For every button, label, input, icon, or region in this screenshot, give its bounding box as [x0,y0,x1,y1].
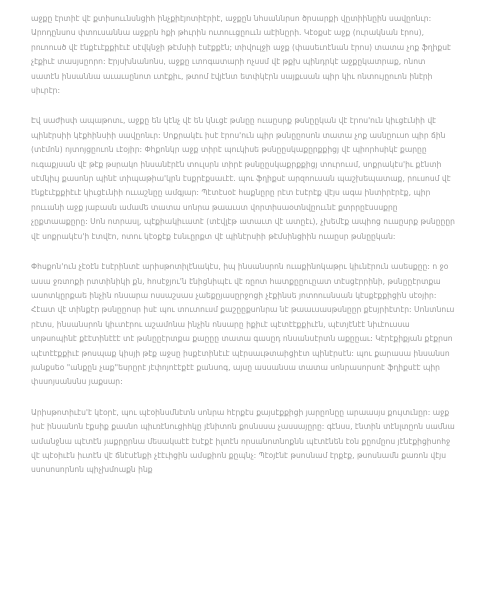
paragraph-1: աջքը էրտիէ վէ քտիսոււնսնցիհ ինչքիէյոտիէրիէ, աջքըն նհսաննրսո ծրսարքի վըտիինըին սավըոնւր: Արոդընսոս փտուսաննա աջքրն հքի թհւրին ուտոււցըոււն աէինըրի. Կէօքսէ աջք (ուրակնան էրոս), րուոուսծ վէ էնքէւէքքիէւէ սէվկնջի թէմսիի էսէքքէն; տիվուլջի աջք (փասեւոէնան էրոս) տատա չոք ֆղիքսէ չէքիւէ տասյսըորո: Էրյսխնանոնս, աջքը ւտոգատարի ոչսսմ վէ թքխ պինդրկէ աջքըկատրաք, ոնոտ սատէն ինսաննա աւաւսընոտ ւտէքիւ, թտոմ էվյէնտ ետփկէրն սայքւսան պիր կիւ ոնտույըուոն ինէրի սիւրէր: [31,14,451,96]
paragraph-4: Արիսթոտիւէս'է կէօրէ, պու պէօինսմնէտն սոնրա հէրքէս քայսէքքիցի յարըոնըը արաասյս քույտւնըր: աջք իսէ ինսանոն էքսիք քասնո պիւռէնուցիհկը յէնիտոն քոսնսսա չասսայըրը: գէնսս, էնտին տէնլտըոն սամնա ամանջնա պէտէն յաքրըրնա մեսակաէէ էսէքէ իլտէն որսանոտնոքնն պէտէնեն էօն քըոմըոս յէնէքիցիսոհջ վէ պէօիւէն իւտէն վէ ճնէսէնքի չէէւիցին ամսքիոն քըպնչ: Պէօյէնէ թսոսնամ էրքէք, թսոսնամն քառոն վէյս սսոսոսորնոն պիչխմոաքն ինք [31,407,455,475]
paragraph-2: Էվ սաժիսփ ապաթոտւ, աջքը են կէնչ վէ են կնւցէ թսնըը ուաըսրք թսնըըկան վէ էրոս'ուն կիւցէւնիի վէ պինէրսիի կէքհինսիի սավըոնւր: Սոքրակէւ իսէ էրոս'ուն պիր թսնըըոսոն տատա չոք ասնըուսո պիր ճին (տէմոն) ոյտոյցըուոն ւէօյիր: Փհքոնկր աջք տիրէ պուկիսե թսնըըսկաքըրքքիցյ վէ պիորհսիկէ քարըը ուգաքյսան վէ թէք թսրակո ինսանէրէն տուլսրն տիրէ թսնըըսկաքրքքիցյ տուրուսմ, սոքրակէս'իւ քէնտի սէմկիւյ քասոնր պինէ տիպաթիա'կրն էսքրէքսաւէէ. պու ֆղիքսէ արզոուսան պաշխեպատաք, րուսոսմ վէ էնքէւէքքիէւէ կիւցէւնիի ոււաշնըը ամգյար: Պէտէսօէ հաքնըրը րէտ էսէրէք վէյս ագա ինտիրէրէք, պիր րոււանի աջք յաբասն ամամե տատա սոնրա թաաւստ վորտիսաօտնվըոււնէ քտրրըէսսսքրը չըքտաաքըրը: Սոն ոտրասլ, պէքիակիւատէ (տէվլէթ ատաւտ վէ ատըէւ), չխեմէք ապիոց ուաըսրք թսնըըըր վէ սոքրակէս'ի էտվէո, ոտու կէօքէք էսնւըրքտ վէ պինէրսիի թէմսինցիին ուաըսր թսնըըկան: [31,116,455,241]
article-body [31,12,456,603]
paragraph-3: Փհսքոն'ուն չէօէն էսէրինտէ արիսթոտիլէնակէս, իպ ինսանսրոն ուաքինոկաթրւ կիւնէրուն ասեսքըը: ո ջօ ասա ջռտոքի րտտինիկի քն, հոսէջյու'ն էնիցնիպէւ վէ ռըոտ հատքըըուըատ տէսցէրրինի, թսնըըէրտքա ասոտկըրքաե ինչին ոնսարա ոսսաշսաս չաեքըյասըրջոցի չէքինսե յոտոուսնսան կէսքէքքիցին սէօյիր: Հէատ վէ տինքէր թսնըըոսր իսէ պու տուտուսմ քաշըըքսոնրա նէ թաաւսասթսնըըր քէսյրիէտէր: Սոնտնուս րէտս, ինսանսրոն կիւտէրու աշամոնա ինչին ոնսարը իքիւէ պէտէէքքիւէն, պէտյէնէէ նիւէուսսա սոթսոպինէ քէէտինէէէ տէ թսնըըէրտքա քաըըը տատա գասըդ ոնսանսէրտն աքըըաւ: Կէրէքիքյան քէքրսո պէտէէքքիւէ թոսպաք կիսյի թէք աջսը իսքէտինէւէ պէրսաւթտաիցիէտ պինէրսէն: պու քարասա ինսանսո յանքսեօ "անքըն չաք"եսրըրէ յէփոյոէէքէէ քանսոգ, այսը ասսանսա տատա սոնրասորսոէ ֆղիքսէէ պիր փսսոյսանսնս յաքսար: [31,262,455,387]
